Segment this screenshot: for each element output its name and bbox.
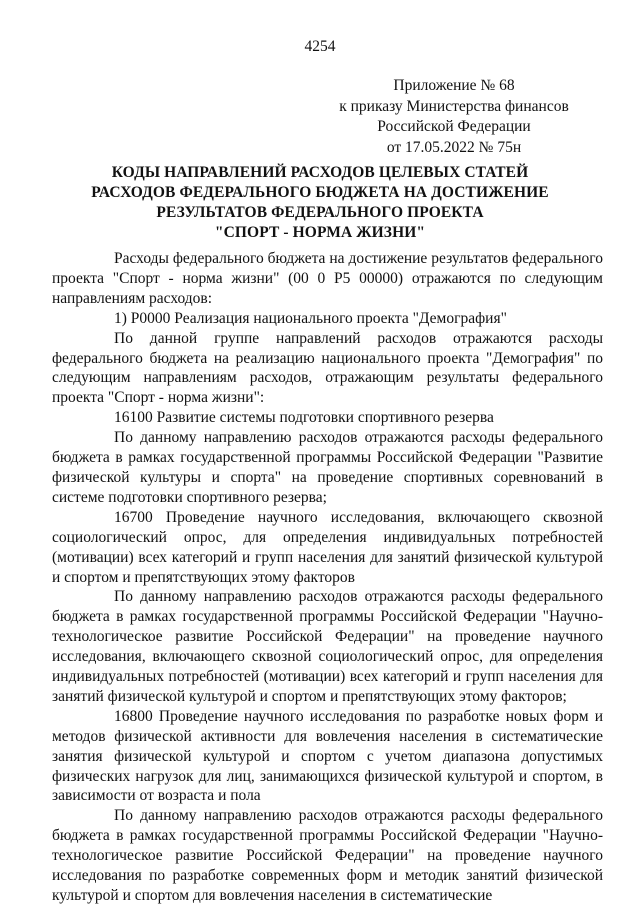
appendix-line: Приложение № 68: [393, 77, 515, 94]
code-heading: 16700 Проведение научного исследования, включающего сквозной социологический опрос, для определения индивидуальных потребностей (мотивации) всех категорий и групп населения для занятий физической культурой и спортом и препятствующих этому факторов: [52, 508, 603, 586]
body-paragraph: По данной группе направлений расходов отражаются расходы федерального бюджета на реализацию национального проекта "Демография" по следующим направлениям расходов, отражающим результаты федерального проекта "Спорт - норма жизни":: [52, 329, 603, 407]
appendix-header: [324, 76, 584, 158]
body-paragraph: По данному направлению расходов отражаются расходы федерального бюджета в рамках государственной программы Российской Федерации "Научно-технологическое развитие Российской Федерации" на проведение научного исследования по разработке современных форм и методик занятий физической культурой и спортом для вовлечения населения в систематические: [52, 807, 603, 904]
appendix-line: к приказу Министерства финансов: [339, 97, 569, 115]
body-paragraph: По данному направлению расходов отражаются расходы федерального бюджета в рамках государственной программы Российской Федерации "Развитие физической культуры и спорта" на проведение спортивных соревнований в системе подготовки спортивного резерва;: [52, 429, 603, 506]
title-line: "СПОРТ - НОРМА ЖИЗНИ": [214, 224, 426, 241]
code-heading: 16800 Проведение научного исследования по разработке новых форм и методов физической активности для вовлечения населения в систематические занятия физической культурой и спортом с учетом диапазона допустимых физических нагрузок для лиц, занимающихся физической культурой и спортом, в зависимости от возраста и пола: [52, 707, 603, 805]
document-title: [60, 163, 580, 243]
title-line: КОДЫ НАПРАВЛЕНИЙ РАСХОДОВ ЦЕЛЕВЫХ СТАТЕЙ: [111, 164, 529, 181]
code-heading: 1) P0000 Реализация национального проекта "Демография": [114, 309, 507, 327]
title-line: РАСХОДОВ ФЕДЕРАЛЬНОГО БЮДЖЕТА НА ДОСТИЖЕНИЕ: [91, 184, 549, 201]
code-heading: 16100 Развитие системы подготовки спортивного резерва: [114, 409, 494, 427]
title-line: РЕЗУЛЬТАТОВ ФЕДЕРАЛЬНОГО ПРОЕКТА: [156, 204, 484, 221]
document-body: [52, 249, 603, 906]
appendix-line: Российской Федерации: [377, 118, 531, 135]
body-paragraph: По данному направлению расходов отражаются расходы федерального бюджета в рамках государственной программы Российской Федерации "Научно-технологическое развитие Российской Федерации" на проведение научного исследования, включающего сквозной социологический опрос, для определения индивидуальных потребностей (мотивации) всех категорий и групп населения для занятий физической культурой и спортом и препятствующих этому факторов;: [52, 588, 603, 705]
page-number: 4254: [304, 38, 336, 55]
body-paragraph: Расходы федерального бюджета на достижение результатов федерального проекта "Спорт - норма жизни" (00 0 P5 00000) отражаются по следующим направлениям расходов:: [52, 250, 603, 307]
appendix-line: от 17.05.2022 № 75н: [386, 138, 522, 156]
